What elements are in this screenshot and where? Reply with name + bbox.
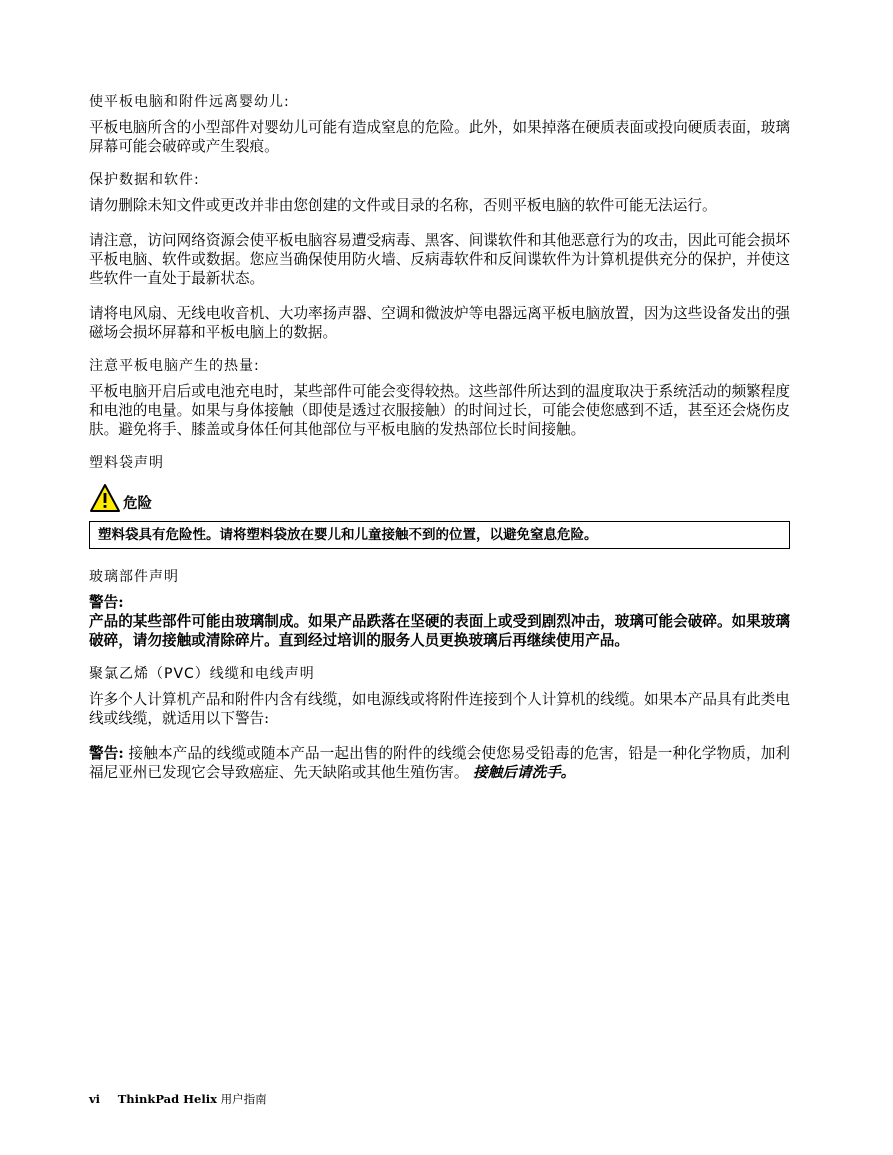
- page-footer: [89, 1091, 267, 1107]
- heat-paragraph: 平板电脑开启后或电池充电时，某些部件可能会变得较热。这些部件所达到的温度取决于系统活动的频繁程度和电池的电量。如果与身体接触（即使是透过衣服接触）的时间过长，可能会使您感到不适，甚至还会烧伤皮肤。避免将手、膝盖或身体任何其他部位与平板电脑的发热部位长时间接触。: [89, 383, 790, 438]
- pvc-paragraph: 许多个人计算机产品和附件内含有线缆，如电源线或将附件连接到个人计算机的线缆。如果本产品具有此类电线或线缆，就适用以下警告:: [89, 691, 790, 727]
- protect-heading: 保护数据和软件:: [89, 172, 200, 188]
- glass-warning-text: 产品的某些部件可能由玻璃制成。如果产品跌落在坚硬的表面上或受到剧烈冲击，玻璃可能会破碎。如果玻璃破碎，请勿接触或清除碎片。直到经过培训的服务人员更换玻璃后再继续使用产品。: [89, 613, 790, 649]
- heat-heading: 注意平板电脑产生的热量:: [89, 358, 260, 374]
- protect-paragraph-2: 请注意，访问网络资源会使平板电脑容易遭受病毒、黑客、间谍软件和其他恶意行为的攻击，因此可能会损坏平板电脑、软件或数据。您应当确保使用防火墙、反病毒软件和反间谍软件为计算机提供充分的保护，并使这些软件一直处于最新状态。: [89, 232, 790, 287]
- infants-paragraph: 平板电脑所含的小型部件对婴幼儿可能有造成窒息的危险。此外，如果掉落在硬质表面或投向硬质表面，玻璃屏幕可能会破碎或产生裂痕。: [89, 119, 790, 155]
- pvc-warning-emphasis: 接触后请洗手。: [473, 764, 576, 781]
- danger-notice-box: [89, 521, 790, 549]
- pvc-heading: 聚氯乙烯（PVC）线缆和电线声明: [89, 666, 315, 682]
- page-number: vi: [89, 1092, 101, 1106]
- glass-heading: 玻璃部件声明: [89, 569, 179, 585]
- glass-warning-label: 警告:: [89, 594, 124, 611]
- document-body: [89, 92, 790, 796]
- book-title: ThinkPad Helix: [117, 1092, 217, 1106]
- plastic-bag-heading: 塑料袋声明: [89, 455, 164, 471]
- danger-text: 塑料袋具有危险性。请将塑料袋放在婴儿和儿童接触不到的位置，以避免窒息危险。: [98, 527, 598, 543]
- pvc-warning-text: 接触本产品的线缆或随本产品一起出售的附件的线缆会使您易受铅毒的危害，铅是一种化学物质，加利福尼亚州已发现它会导致癌症、先天缺陷或其他生殖伤害。: [89, 745, 790, 781]
- danger-label: 危险: [123, 496, 152, 512]
- danger-notice-header: [89, 479, 790, 513]
- pvc-warning-label: 警告:: [89, 745, 124, 762]
- protect-paragraph-3: 请将电风扇、无线电收音机、大功率扬声器、空调和微波炉等电器远离平板电脑放置，因为这些设备发出的强磁场会损坏屏幕和平板电脑上的数据。: [89, 305, 790, 341]
- infants-heading: 使平板电脑和附件远离婴幼儿:: [89, 94, 290, 110]
- protect-paragraph-1: 请勿删除未知文件或更改并非由您创建的文件或目录的名称，否则平板电脑的软件可能无法运行。: [89, 197, 717, 214]
- warning-triangle-icon: [89, 483, 121, 513]
- book-subtitle: 用户指南: [220, 1092, 267, 1106]
- pvc-warning-paragraph: [89, 744, 790, 782]
